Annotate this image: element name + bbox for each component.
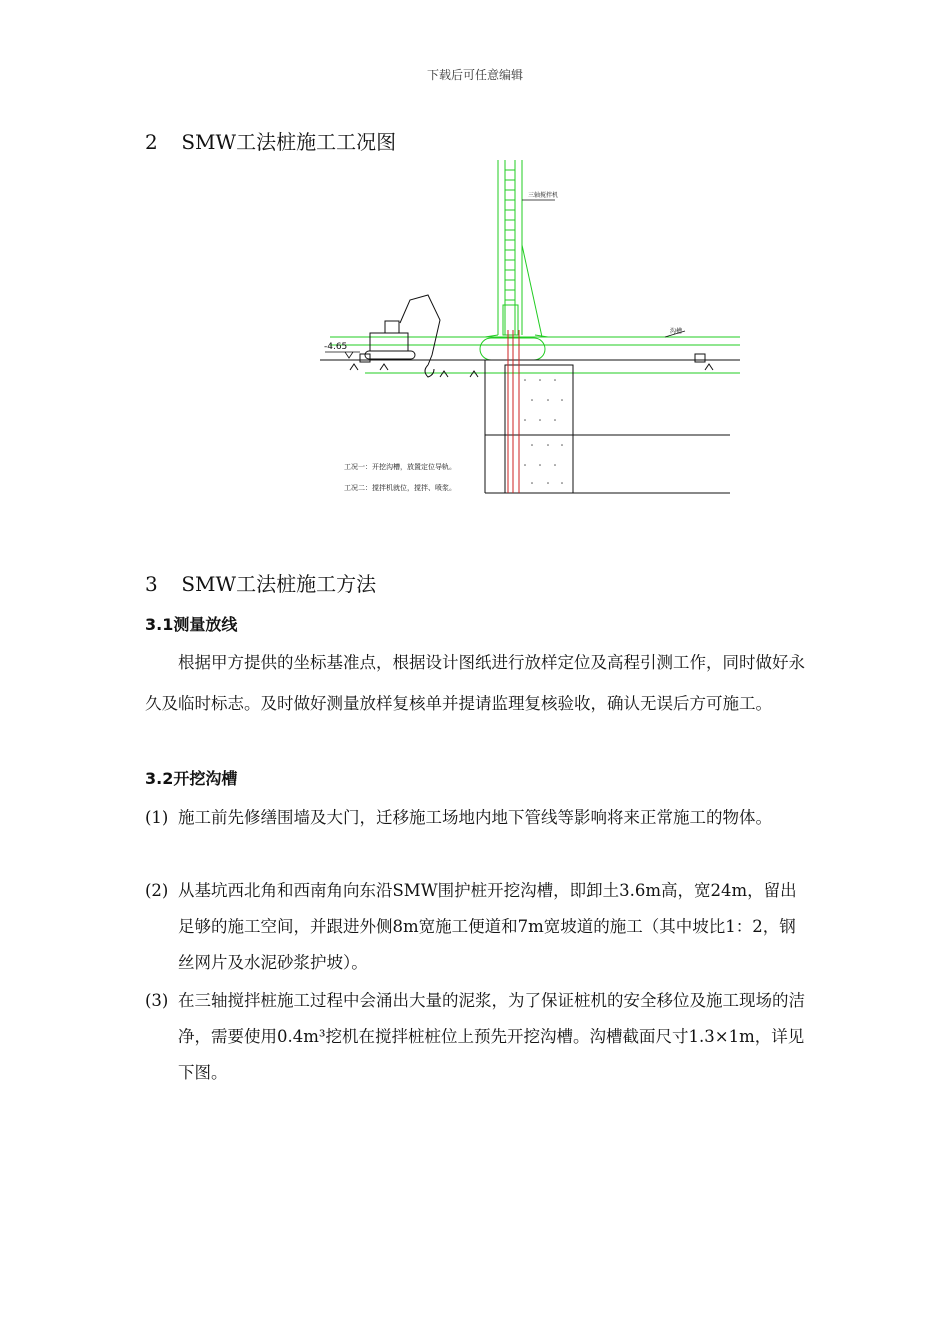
step-2-note: 工况二：搅拌机就位，搅拌、喷浆。 xyxy=(344,484,456,492)
elevation-label: -4.65 xyxy=(324,342,348,352)
section-number: 3 xyxy=(145,572,158,596)
list-item-text: 在三轴搅拌桩施工过程中会涌出大量的泥浆，为了保证桩机的安全移位及施工现场的洁净，需要使用0.4m³挖机在搅拌桩桩位上预先开挖沟槽。沟槽截面尺寸1.3×1m，详见下图。 xyxy=(178,991,805,1082)
list-item xyxy=(145,873,810,981)
section-number: 2 xyxy=(145,130,158,154)
subsection-3-1-title: 3.1测量放线 xyxy=(145,615,238,634)
list-item-text: 施工前先修缮围墙及大门，迁移施工场地内地下管线等影响将来正常施工的物体。 xyxy=(178,808,772,827)
rig-label: 三轴搅拌机 xyxy=(528,192,559,199)
list-item-text: 从基坑西北角和西南角向东沿SMW围护桩开挖沟槽，即卸土3.6m高，宽24m，留出足够的施工空间，并跟进外侧8m宽施工便道和7m宽坡道的施工（其中坡比1：2，钢丝网片及水泥砂浆护坡）。 xyxy=(178,881,797,972)
smw-construction-figure xyxy=(310,155,740,500)
list-item xyxy=(145,983,810,1091)
header-note: 下载后可任意编辑 xyxy=(426,68,523,82)
section-title: SMW工法桩施工工况图 xyxy=(181,130,397,154)
section-title: SMW工法桩施工方法 xyxy=(181,572,377,596)
subsection-3-1-text: 根据甲方提供的坐标基准点，根据设计图纸进行放样定位及高程引测工作，同时做好永久及临时标志。及时做好测量放样复核单并提请监理复核验收，确认无误后方可施工。 xyxy=(145,653,805,713)
list-marker: (1) xyxy=(145,808,169,827)
section-2-heading xyxy=(145,126,396,155)
list-item xyxy=(145,800,810,836)
step-1-note: 工况一：开挖沟槽，放置定位导轨。 xyxy=(344,463,456,471)
list-marker: (3) xyxy=(145,991,169,1010)
ground-label: 沟槽 xyxy=(670,328,683,335)
subsection-3-2-title: 3.2开挖沟槽 xyxy=(145,769,238,788)
list-marker: (2) xyxy=(145,881,169,900)
section-3-heading xyxy=(145,568,376,597)
